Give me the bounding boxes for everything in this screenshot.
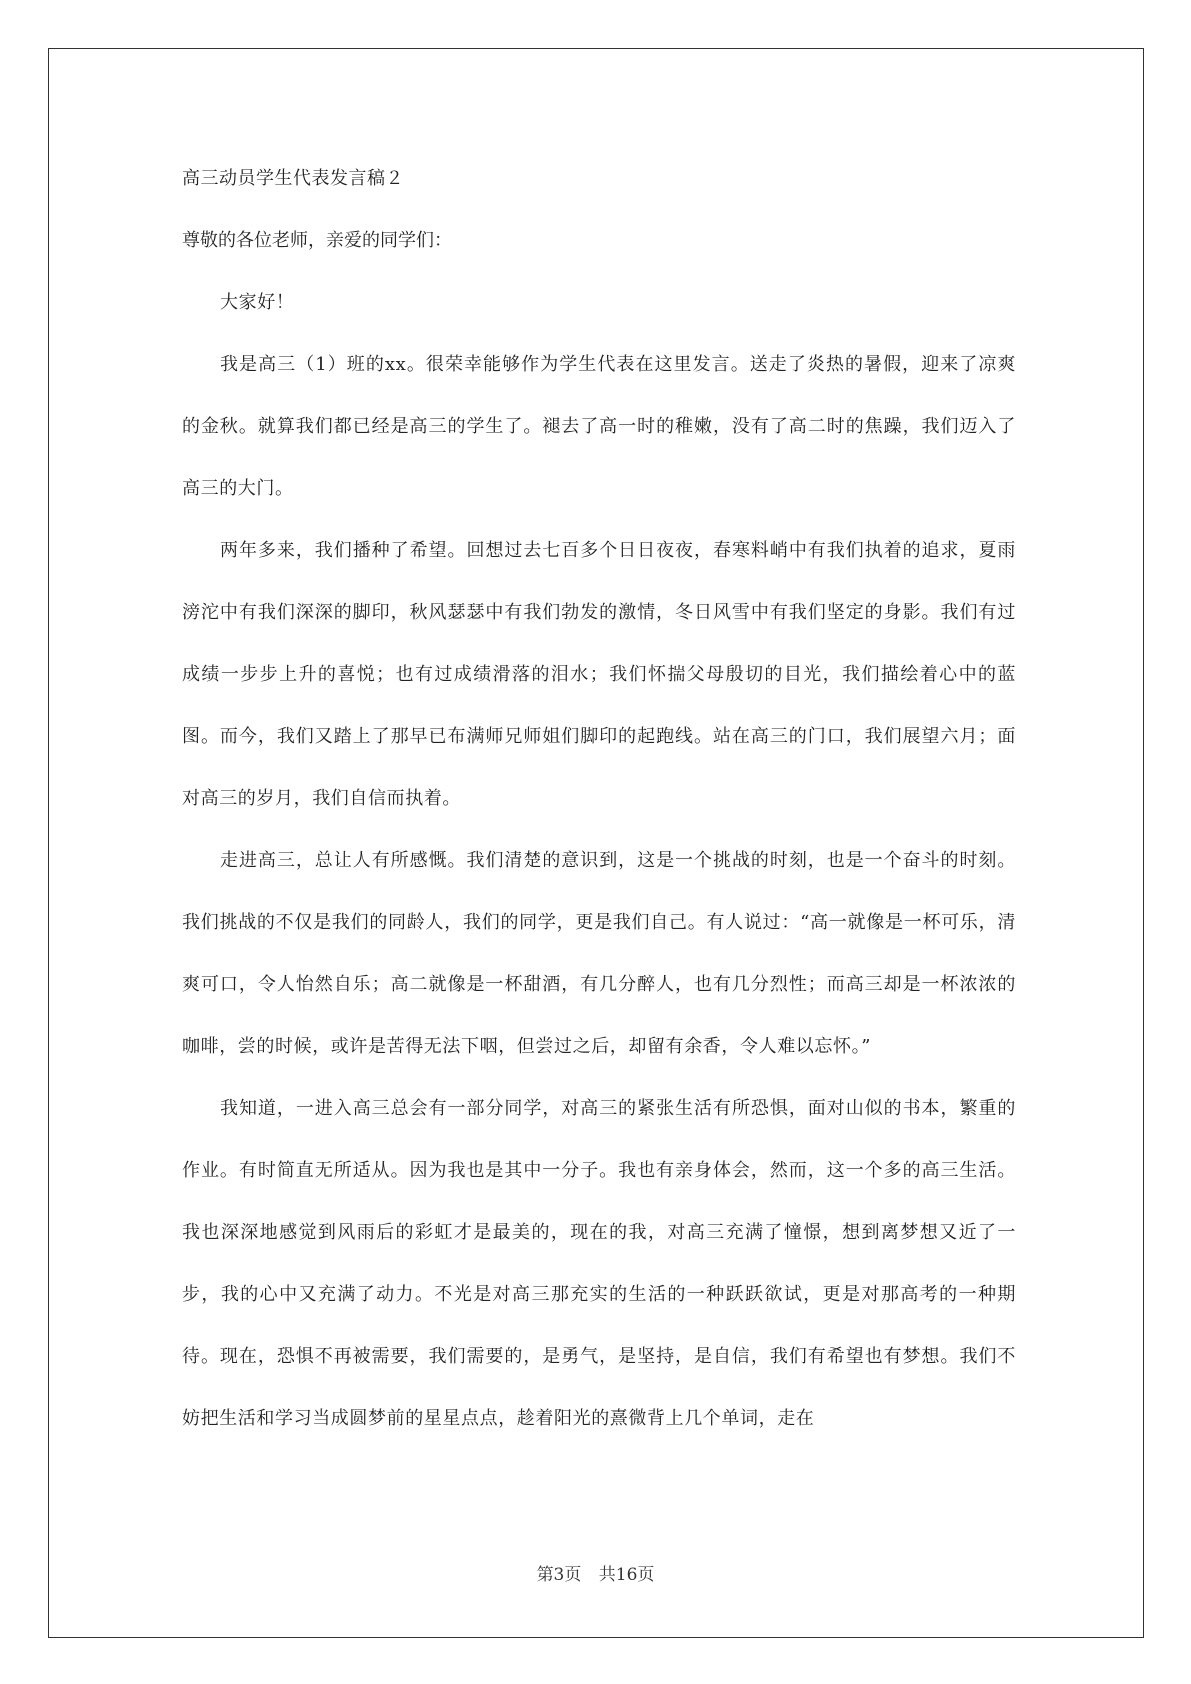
- paragraph-greeting: 大家好！: [220, 292, 295, 313]
- document-body: [182, 148, 1016, 1450]
- paragraph-intro: 我是高三（1）班的xx。很荣幸能够作为学生代表在这里发言。送走了炎热的暑假，迎来了凉爽的金秋。就算我们都已经是高三的学生了。褪去了高一时的稚嫩，没有了高二时的焦躁，我们迈入了高三的大门。: [182, 354, 1016, 499]
- page-total: 共16页: [598, 1565, 655, 1585]
- paragraph-i-know: 我知道，一进入高三总会有一部分同学，对高三的紧张生活有所恐惧，面对山似的书本，繁重的作业。有时简直无所适从。因为我也是其中一分子。我也有亲身体会，然而，这一个多的高三生活。我也深深地感觉到风雨后的彩虹才是最美的，现在的我，对高三充满了憧憬，想到离梦想又近了一步，我的心中又充满了动力。不光是对高三那充实的生活的一种跃跃欲试，更是对那高考的一种期待。现在，恐惧不再被需要，我们需要的，是勇气，是坚持，是自信，我们有希望也有梦想。我们不妨把生活和学习当成圆梦前的星星点点，趁着阳光的熹微背上几个单词，走在: [182, 1098, 1016, 1429]
- paragraph-entering-senior: 走进高三，总让人有所感慨。我们清楚的意识到，这是一个挑战的时刻，也是一个奋斗的时刻。我们挑战的不仅是我们的同龄人，我们的同学，更是我们自己。有人说过：“高一就像是一杯可乐，清爽可口，令人怡然自乐；高二就像是一杯甜酒，有几分醉人，也有几分烈性；而高三却是一杯浓浓的咖啡，尝的时候，或许是苦得无法下咽，但尝过之后，却留有余香，令人难以忘怀。”: [182, 850, 1016, 1057]
- document-title: 高三动员学生代表发言稿２: [182, 168, 404, 189]
- paragraph-two-years: 两年多来，我们播种了希望。回想过去七百多个日日夜夜，春寒料峭中有我们执着的追求，夏雨滂沱中有我们深深的脚印，秋风瑟瑟中有我们勃发的激情，冬日风雪中有我们坚定的身影。我们有过成绩一步步上升的喜悦；也有过成绩滑落的泪水；我们怀揣父母殷切的目光，我们描绘着心中的蓝图。而今，我们又踏上了那早已布满师兄师姐们脚印的起跑线。站在高三的门口，我们展望六月；面对高三的岁月，我们自信而执着。: [182, 540, 1016, 809]
- page-number: 第3页: [536, 1565, 582, 1585]
- page-footer: [0, 1560, 1191, 1585]
- salutation: 尊敬的各位老师，亲爱的同学们：: [182, 230, 452, 251]
